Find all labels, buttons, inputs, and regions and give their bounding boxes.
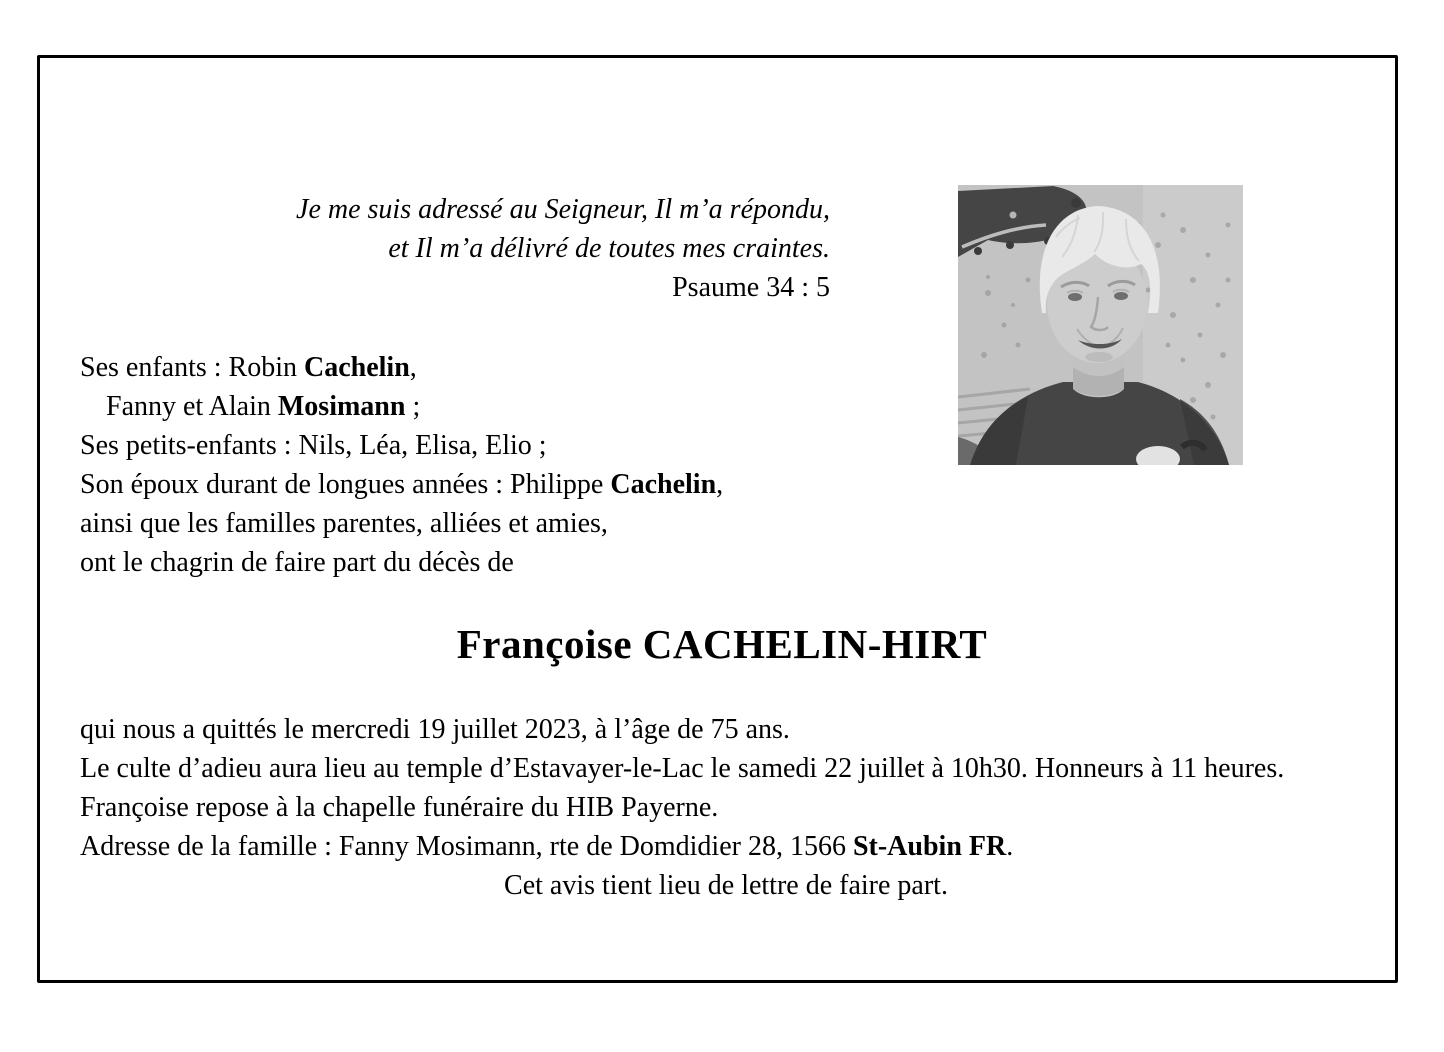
scripture-quote [230, 190, 830, 307]
text-segment: ont le chagrin de faire part du décès de [80, 547, 514, 578]
family-line-children-1 [80, 348, 723, 387]
text-segment: Ses enfants : Robin [80, 352, 304, 383]
notice-closing-line: Cet avis tient lieu de lettre de faire part. [504, 870, 948, 901]
text-segment: , [409, 352, 417, 383]
repose-line: Françoise repose à la chapelle funéraire du HIB Payerne. [80, 792, 719, 823]
family-line-children-2 [80, 387, 723, 426]
text-segment: ainsi que les familles parentes, alliées et amies, [80, 508, 608, 539]
death-date-line: qui nous a quittés le mercredi 19 juillet 2023, à l’âge de 75 ans. [80, 714, 790, 745]
family-line-grandchildren [80, 426, 723, 465]
quote-line-2: et Il m’a délivré de toutes mes craintes. [388, 233, 830, 264]
announcement-lead-in [80, 543, 723, 582]
quote-line-1: Je me suis adressé au Seigneur, Il m’a répondu, [296, 194, 830, 225]
family-address-line [80, 827, 1372, 866]
deceased-name: Françoise CACHELIN-HIRT [456, 621, 988, 667]
funeral-details [80, 710, 1372, 905]
text-segment: , [716, 469, 724, 500]
portrait-photo [958, 185, 1243, 465]
family-line-spouse [80, 465, 723, 504]
family-name-bold: Mosimann [277, 391, 406, 422]
family-name-bold: Cachelin [610, 469, 717, 500]
text-segment: . [1006, 831, 1014, 862]
service-line: Le culte d’adieu aura lieu au temple d’Estavayer-le-Lac le samedi 22 juillet à 10h30. Honneurs à 11 heures. [80, 753, 1285, 784]
text-segment: Fanny et Alain [106, 391, 278, 422]
text-segment: Son époux durant de longues années : Philippe [80, 469, 611, 500]
text-segment: Ses petits-enfants : Nils, Léa, Elisa, Elio ; [80, 430, 547, 461]
quote-attribution: Psaume 34 : 5 [672, 272, 830, 303]
portrait-photo-graphic [958, 185, 1243, 465]
text-segment: Adresse de la famille : Fanny Mosimann, rte de Domdidier 28, 1566 [80, 831, 853, 862]
family-name-bold: Cachelin [304, 352, 410, 383]
family-line-relatives [80, 504, 723, 543]
text-segment: ; [405, 391, 421, 422]
family-announcement [80, 348, 723, 582]
address-locality-bold: St-Aubin FR [852, 831, 1007, 862]
